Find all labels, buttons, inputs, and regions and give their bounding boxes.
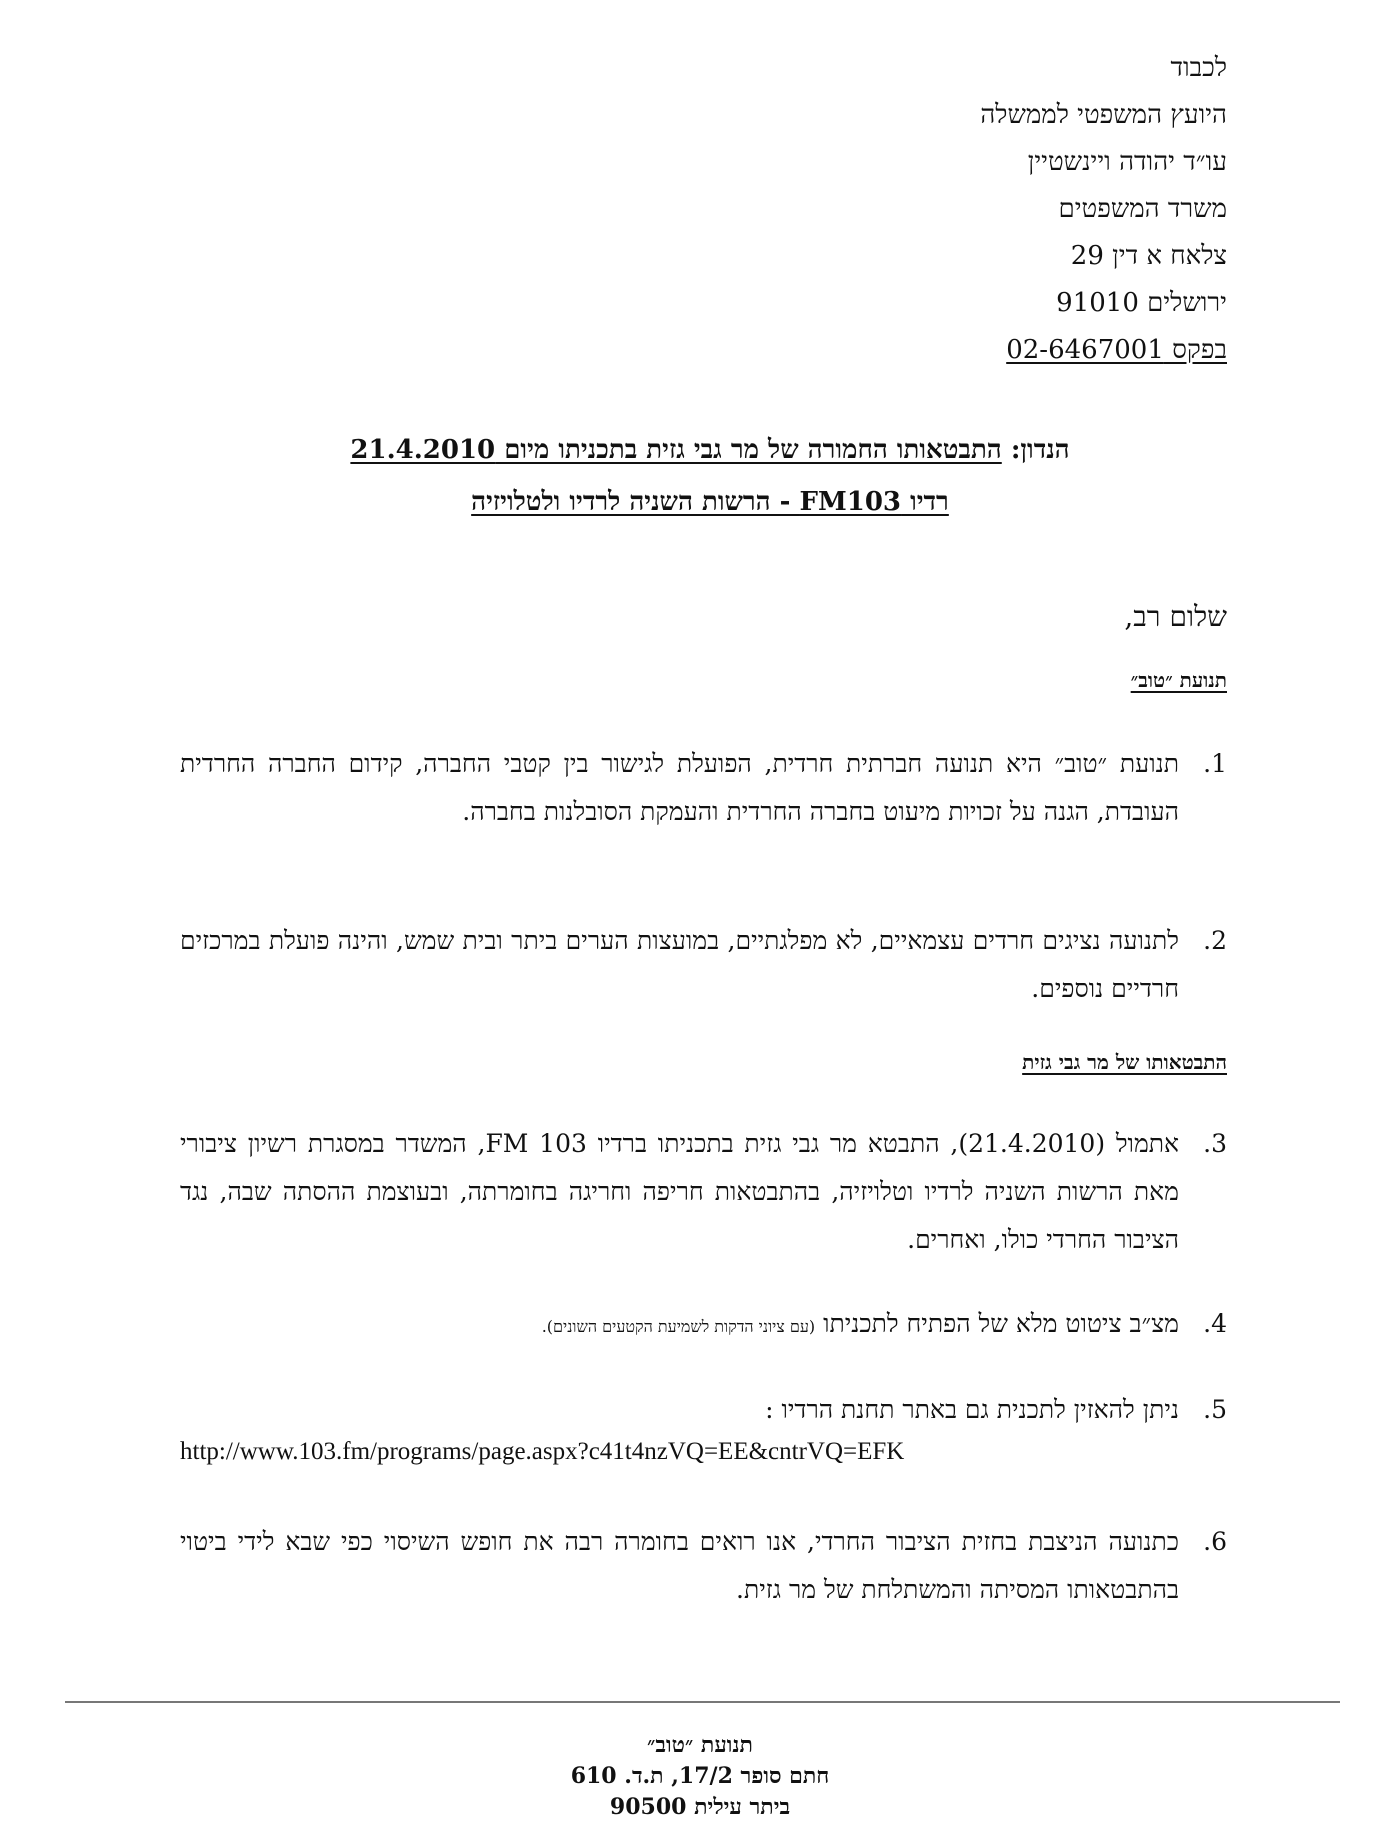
address-line: היועץ המשפטי לממשלה [980, 100, 1227, 130]
section-title-statement: התבטאותו של מר גבי גזית [1022, 1050, 1227, 1074]
paragraph-number: 4. [1203, 1309, 1227, 1338]
paragraph-text: תנועת ״טוב״ היא תנועה חברתית חרדית, הפועלת לגישור בין קטבי החברה, קידום החברה החרדית העובדת, הגנה על זכויות מיעוט בחברה החרדית והעמקת הסובלנות בחברה. [180, 749, 1179, 826]
paragraph-1 [180, 740, 1227, 836]
address-line: ירושלים 91010 [1056, 288, 1227, 318]
paragraph-3 [180, 1120, 1227, 1264]
address-line: צלאח א דין 29 [1070, 241, 1227, 271]
paragraph-number: 5. [1203, 1395, 1227, 1424]
paragraph-number: 2. [1203, 926, 1227, 955]
paragraph-text: ניתן להאזין לתכנית גם באתר תחנת הרדיו : [765, 1395, 1179, 1424]
address-line: משרד המשפטים [1058, 194, 1227, 224]
paragraph-number: 1. [1203, 749, 1227, 778]
fax-number: בפקס 02-6467001 [1006, 335, 1227, 365]
footer-line: ביתר עילית 90500 [609, 1794, 791, 1820]
subject-block [230, 424, 1190, 528]
paragraph-text: כתנועה הניצבת בחזית הציבור החרדי, אנו רואים בחומרה רבה את חופש השיסוי כפי שבא לידי ביטוי בהתבטאותו המסיתה והמשתלחת של מר גזית. [180, 1527, 1179, 1604]
recipient-address [980, 45, 1227, 374]
footer-line: תנועת ״טוב״ [647, 1732, 753, 1758]
greeting: שלום רב, [1124, 600, 1227, 633]
paragraph-text-wrap [180, 1300, 1179, 1351]
paragraph-text: מצ״ב ציטוט מלא של הפתיח לתכניתו [823, 1309, 1179, 1338]
paragraph-text: לתנועה נציגים חרדים עצמאיים, לא מפלגתיים, במועצות הערים ביתר ובית שמש, והינה פועלת במרכזים חרדיים נוספים. [180, 926, 1179, 1003]
paragraph-text: אתמול (21.4.2010), התבטא מר גבי גזית בתכניתו ברדיו FM 103, המשדר במסגרת רשיון ציבורי מאת הרשות השניה לרדיו וטלויזיה, בהתבטאות חריפה וחריגה בחומרתה, ובעוצמת ההסתה שבה, נגד הציבור החרדי כולו, ואחרים. [180, 1129, 1180, 1254]
subject-line-2 [230, 476, 1190, 528]
address-line: לכבוד [1170, 53, 1227, 83]
paragraph-number: 6. [1203, 1527, 1227, 1556]
subject-text: התבטאותו החמורה של מר גבי גזית בתכניתו מיום 21.4.2010 [350, 435, 1002, 465]
subject-label: הנדון: [1001, 435, 1070, 465]
footer-letterhead [0, 1730, 1400, 1823]
paragraph-number: 3. [1203, 1129, 1227, 1158]
subject-line-1 [230, 424, 1190, 476]
paragraph-6 [180, 1518, 1227, 1614]
paragraph-2 [180, 917, 1227, 1013]
footer-line: חתם סופר 17/2, ת.ד. 610 [570, 1763, 830, 1789]
section-title-movement: תנועת ״טוב״ [1130, 668, 1227, 692]
paragraph-small-text: (עם ציוני הדקות לשמיעת הקטעים השונים). [541, 1317, 816, 1336]
subject-text-2: רדיו FM103 - הרשות השניה לרדיו ולטלויזיה [471, 487, 949, 517]
paragraph-5 [180, 1386, 1227, 1434]
footer-divider [65, 1701, 1340, 1703]
paragraph-4 [180, 1300, 1227, 1351]
address-line: עו״ד יהודה ויינשטיין [1027, 147, 1227, 177]
radio-program-link[interactable]: http://www.103.fm/programs/page.aspx?c41t4nzVQ=EE&cntrVQ=EFK [180, 1438, 905, 1465]
